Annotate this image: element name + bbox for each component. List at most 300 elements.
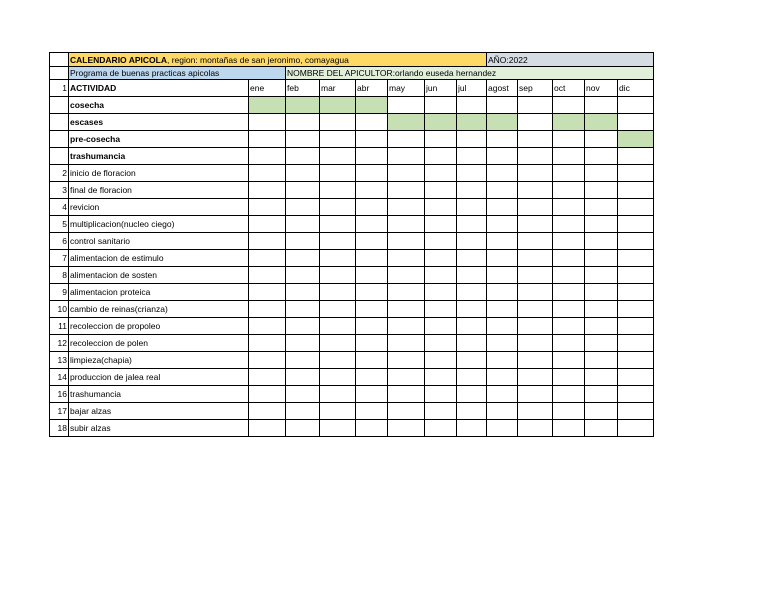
activity-label[interactable]: subir alzas [69,420,249,437]
month-cell-oct[interactable] [553,420,585,437]
month-cell-jun[interactable] [425,97,457,114]
month-cell-ene[interactable] [249,148,286,165]
month-cell-feb[interactable] [286,165,320,182]
activity-label[interactable]: recoleccion de propoleo [69,318,249,335]
month-cell-jun[interactable] [425,250,457,267]
month-cell-jun[interactable] [425,165,457,182]
month-cell-mar[interactable] [320,165,356,182]
row-number: 18 [50,420,69,437]
activity-label[interactable]: final de floracion [69,182,249,199]
month-cell-feb[interactable] [286,335,320,352]
month-cell-jun[interactable] [425,386,457,403]
activity-label[interactable]: trashumancia [69,148,249,165]
month-cell-sep[interactable] [518,284,553,301]
month-cell-jun[interactable] [425,284,457,301]
month-cell-abr[interactable] [356,318,388,335]
month-cell-abr[interactable] [356,284,388,301]
month-cell-jul[interactable] [457,386,487,403]
month-cell-dic[interactable] [618,131,654,148]
month-cell-jul[interactable] [457,131,487,148]
month-cell-abr[interactable] [356,250,388,267]
month-cell-feb[interactable] [286,420,320,437]
month-cell-feb[interactable] [286,233,320,250]
month-cell-jun[interactable] [425,199,457,216]
month-cell-jul[interactable] [457,267,487,284]
month-cell-agost[interactable] [487,403,518,420]
row-number: 9 [50,284,69,301]
month-cell-jul[interactable] [457,335,487,352]
month-cell-dic[interactable] [618,267,654,284]
month-cell-dic[interactable] [618,148,654,165]
month-cell-dic[interactable] [618,284,654,301]
month-cell-abr[interactable] [356,403,388,420]
month-cell-mar[interactable] [320,420,356,437]
month-cell-may[interactable] [388,403,425,420]
month-cell-jul[interactable] [457,403,487,420]
activity-row [50,335,654,352]
month-cell-feb[interactable] [286,352,320,369]
month-cell-oct[interactable] [553,369,585,386]
activity-label[interactable]: limpieza(chapia) [69,352,249,369]
month-cell-oct[interactable] [553,267,585,284]
month-cell-oct[interactable] [553,335,585,352]
month-cell-may[interactable] [388,182,425,199]
month-cell-jul[interactable] [457,369,487,386]
month-cell-ene[interactable] [249,114,286,131]
activity-label[interactable]: produccion de jalea real [69,369,249,386]
month-cell-ene[interactable] [249,97,286,114]
month-cell-jun[interactable] [425,233,457,250]
month-cell-ene[interactable] [249,233,286,250]
month-cell-jul[interactable] [457,284,487,301]
month-cell-mar[interactable] [320,97,356,114]
month-cell-dic[interactable] [618,318,654,335]
month-cell-dic[interactable] [618,420,654,437]
month-cell-may[interactable] [388,267,425,284]
month-cell-dic[interactable] [618,301,654,318]
month-cell-ene[interactable] [249,182,286,199]
month-cell-sep[interactable] [518,182,553,199]
month-cell-nov[interactable] [585,318,618,335]
month-cell-mar[interactable] [320,369,356,386]
month-cell-oct[interactable] [553,131,585,148]
month-cell-nov[interactable] [585,386,618,403]
month-cell-jun[interactable] [425,318,457,335]
month-cell-ene[interactable] [249,335,286,352]
month-cell-jul[interactable] [457,114,487,131]
month-cell-feb[interactable] [286,199,320,216]
month-cell-mar[interactable] [320,335,356,352]
month-cell-dic[interactable] [618,97,654,114]
month-cell-abr[interactable] [356,199,388,216]
month-cell-oct[interactable] [553,165,585,182]
calendar-title: CALENDARIO APICOLA [70,54,167,65]
activity-label[interactable]: cambio de reinas(crianza) [69,301,249,318]
activity-label[interactable]: inicio de floracion [69,165,249,182]
month-cell-may[interactable] [388,165,425,182]
month-cell-feb[interactable] [286,182,320,199]
program-name-cell[interactable]: Programa de buenas practicas apicolas [69,67,286,80]
month-cell-dic[interactable] [618,352,654,369]
activity-row [50,182,654,199]
month-cell-ene[interactable] [249,386,286,403]
month-cell-feb[interactable] [286,386,320,403]
month-cell-mar[interactable] [320,386,356,403]
month-cell-sep[interactable] [518,165,553,182]
month-cell-oct[interactable] [553,403,585,420]
month-cell-ene[interactable] [249,352,286,369]
row-number: 2 [50,165,69,182]
month-cell-may[interactable] [388,335,425,352]
month-cell-jul[interactable] [457,250,487,267]
activity-row [50,267,654,284]
month-cell-abr[interactable] [356,301,388,318]
month-cell-sep[interactable] [518,97,553,114]
month-header-agost[interactable]: agost [487,80,518,97]
month-cell-mar[interactable] [320,267,356,284]
month-cell-may[interactable] [388,233,425,250]
month-cell-nov[interactable] [585,233,618,250]
month-cell-ene[interactable] [249,284,286,301]
month-cell-dic[interactable] [618,199,654,216]
month-cell-abr[interactable] [356,386,388,403]
month-cell-oct[interactable] [553,148,585,165]
month-cell-jul[interactable] [457,182,487,199]
month-cell-abr[interactable] [356,165,388,182]
month-cell-may[interactable] [388,318,425,335]
month-cell-may[interactable] [388,216,425,233]
row-number: 3 [50,182,69,199]
month-cell-may[interactable] [388,97,425,114]
month-cell-abr[interactable] [356,420,388,437]
month-cell-sep[interactable] [518,233,553,250]
month-cell-dic[interactable] [618,182,654,199]
month-cell-sep[interactable] [518,386,553,403]
month-cell-sep[interactable] [518,250,553,267]
month-cell-jul[interactable] [457,301,487,318]
month-header-sep[interactable]: sep [518,80,553,97]
month-cell-ene[interactable] [249,403,286,420]
month-cell-mar[interactable] [320,301,356,318]
month-cell-ene[interactable] [249,199,286,216]
month-cell-dic[interactable] [618,250,654,267]
month-cell-agost[interactable] [487,216,518,233]
month-cell-oct[interactable] [553,386,585,403]
activity-row [50,165,654,182]
month-cell-jun[interactable] [425,352,457,369]
month-cell-oct[interactable] [553,182,585,199]
month-cell-jul[interactable] [457,97,487,114]
month-cell-mar[interactable] [320,182,356,199]
month-cell-oct[interactable] [553,250,585,267]
month-cell-mar[interactable] [320,148,356,165]
month-cell-jun[interactable] [425,267,457,284]
month-cell-oct[interactable] [553,233,585,250]
month-cell-dic[interactable] [618,165,654,182]
month-cell-agost[interactable] [487,250,518,267]
month-cell-jul[interactable] [457,165,487,182]
month-cell-mar[interactable] [320,199,356,216]
month-cell-jun[interactable] [425,369,457,386]
month-cell-agost[interactable] [487,131,518,148]
month-cell-feb[interactable] [286,131,320,148]
month-cell-sep[interactable] [518,148,553,165]
month-header-jun[interactable]: jun [425,80,457,97]
month-cell-agost[interactable] [487,369,518,386]
month-cell-mar[interactable] [320,403,356,420]
month-cell-sep[interactable] [518,318,553,335]
month-cell-nov[interactable] [585,250,618,267]
month-cell-nov[interactable] [585,165,618,182]
month-cell-feb[interactable] [286,318,320,335]
month-cell-may[interactable] [388,369,425,386]
month-cell-abr[interactable] [356,216,388,233]
month-cell-oct[interactable] [553,301,585,318]
month-header-abr[interactable]: abr [356,80,388,97]
month-cell-ene[interactable] [249,369,286,386]
activity-row [50,403,654,420]
month-cell-jun[interactable] [425,420,457,437]
month-cell-oct[interactable] [553,97,585,114]
month-cell-feb[interactable] [286,369,320,386]
beekeeper-name-cell[interactable]: NOMBRE DEL APICULTOR:orlando euseda hernandez [286,67,654,80]
title-row [50,53,654,67]
month-cell-jul[interactable] [457,199,487,216]
month-cell-may[interactable] [388,250,425,267]
month-cell-agost[interactable] [487,318,518,335]
activity-label[interactable]: bajar alzas [69,403,249,420]
month-cell-feb[interactable] [286,114,320,131]
month-cell-may[interactable] [388,386,425,403]
month-cell-nov[interactable] [585,420,618,437]
month-cell-jul[interactable] [457,352,487,369]
month-cell-oct[interactable] [553,318,585,335]
activity-row [50,97,654,114]
activity-label[interactable]: alimentacion de estimulo [69,250,249,267]
month-cell-agost[interactable] [487,420,518,437]
month-cell-dic[interactable] [618,233,654,250]
row-number [50,148,69,165]
month-cell-nov[interactable] [585,131,618,148]
corner-cell-2 [50,67,69,80]
month-header-ene[interactable]: ene [249,80,286,97]
month-cell-agost[interactable] [487,335,518,352]
month-header-mar[interactable]: mar [320,80,356,97]
month-cell-agost[interactable] [487,301,518,318]
month-cell-feb[interactable] [286,284,320,301]
month-cell-nov[interactable] [585,284,618,301]
month-cell-abr[interactable] [356,97,388,114]
row-number: 14 [50,369,69,386]
month-cell-nov[interactable] [585,97,618,114]
month-header-feb[interactable]: feb [286,80,320,97]
activity-label[interactable]: revicion [69,199,249,216]
month-cell-jul[interactable] [457,420,487,437]
row-number [50,131,69,148]
month-header-oct[interactable]: oct [553,80,585,97]
month-cell-agost[interactable] [487,267,518,284]
month-cell-jul[interactable] [457,148,487,165]
month-cell-sep[interactable] [518,369,553,386]
month-cell-agost[interactable] [487,352,518,369]
month-cell-ene[interactable] [249,318,286,335]
month-cell-jun[interactable] [425,403,457,420]
month-cell-agost[interactable] [487,284,518,301]
month-cell-abr[interactable] [356,233,388,250]
month-cell-nov[interactable] [585,216,618,233]
month-cell-ene[interactable] [249,267,286,284]
month-cell-abr[interactable] [356,267,388,284]
month-cell-feb[interactable] [286,267,320,284]
month-cell-may[interactable] [388,301,425,318]
month-cell-nov[interactable] [585,267,618,284]
month-cell-may[interactable] [388,199,425,216]
month-cell-nov[interactable] [585,182,618,199]
month-cell-may[interactable] [388,420,425,437]
month-cell-ene[interactable] [249,420,286,437]
month-cell-ene[interactable] [249,165,286,182]
month-cell-feb[interactable] [286,403,320,420]
month-cell-nov[interactable] [585,114,618,131]
month-cell-sep[interactable] [518,352,553,369]
month-cell-may[interactable] [388,284,425,301]
month-cell-feb[interactable] [286,250,320,267]
month-cell-agost[interactable] [487,97,518,114]
month-cell-ene[interactable] [249,216,286,233]
month-cell-may[interactable] [388,114,425,131]
row-number: 8 [50,267,69,284]
month-cell-dic[interactable] [618,216,654,233]
month-cell-feb[interactable] [286,301,320,318]
month-cell-nov[interactable] [585,335,618,352]
month-cell-jun[interactable] [425,131,457,148]
month-cell-abr[interactable] [356,369,388,386]
month-cell-oct[interactable] [553,352,585,369]
month-cell-oct[interactable] [553,284,585,301]
month-cell-sep[interactable] [518,131,553,148]
month-cell-jun[interactable] [425,148,457,165]
month-cell-mar[interactable] [320,114,356,131]
month-cell-nov[interactable] [585,369,618,386]
month-cell-jun[interactable] [425,182,457,199]
month-cell-jul[interactable] [457,216,487,233]
month-cell-sep[interactable] [518,267,553,284]
activity-row [50,369,654,386]
month-header-jul[interactable]: jul [457,80,487,97]
month-cell-sep[interactable] [518,420,553,437]
activity-label[interactable]: escases [69,114,249,131]
month-cell-oct[interactable] [553,199,585,216]
month-cell-jun[interactable] [425,335,457,352]
month-cell-abr[interactable] [356,352,388,369]
month-cell-jun[interactable] [425,301,457,318]
row-number: 12 [50,335,69,352]
month-cell-mar[interactable] [320,131,356,148]
month-cell-sep[interactable] [518,199,553,216]
month-cell-abr[interactable] [356,182,388,199]
month-cell-abr[interactable] [356,148,388,165]
month-cell-oct[interactable] [553,114,585,131]
month-cell-sep[interactable] [518,114,553,131]
month-cell-feb[interactable] [286,148,320,165]
month-cell-agost[interactable] [487,182,518,199]
month-cell-oct[interactable] [553,216,585,233]
calendar-title-cell[interactable] [69,53,487,67]
month-cell-sep[interactable] [518,403,553,420]
month-cell-sep[interactable] [518,216,553,233]
month-cell-dic[interactable] [618,335,654,352]
month-cell-may[interactable] [388,352,425,369]
month-cell-agost[interactable] [487,386,518,403]
month-cell-nov[interactable] [585,301,618,318]
month-cell-dic[interactable] [618,369,654,386]
row-number: 16 [50,386,69,403]
activity-label[interactable]: recoleccion de polen [69,335,249,352]
month-cell-jul[interactable] [457,318,487,335]
month-cell-abr[interactable] [356,335,388,352]
month-cell-abr[interactable] [356,131,388,148]
activity-label[interactable]: control sanitario [69,233,249,250]
header-row [50,80,654,97]
month-cell-jul[interactable] [457,233,487,250]
month-header-dic[interactable]: dic [618,80,654,97]
month-cell-dic[interactable] [618,403,654,420]
month-cell-jun[interactable] [425,114,457,131]
month-cell-feb[interactable] [286,216,320,233]
month-cell-nov[interactable] [585,148,618,165]
month-cell-may[interactable] [388,148,425,165]
activity-label[interactable]: alimentacion de sosten [69,267,249,284]
month-cell-nov[interactable] [585,403,618,420]
month-cell-agost[interactable] [487,114,518,131]
activity-label[interactable]: multiplicacion(nucleo ciego) [69,216,249,233]
month-cell-mar[interactable] [320,216,356,233]
calendar-region: , region: montañas de san jeronimo, comayagua [166,54,349,65]
activity-label[interactable]: cosecha [69,97,249,114]
month-cell-jun[interactable] [425,216,457,233]
month-cell-nov[interactable] [585,199,618,216]
activity-label[interactable]: trashumancia [69,386,249,403]
month-cell-ene[interactable] [249,250,286,267]
month-cell-agost[interactable] [487,165,518,182]
month-cell-nov[interactable] [585,352,618,369]
month-cell-abr[interactable] [356,114,388,131]
month-cell-may[interactable] [388,131,425,148]
month-cell-sep[interactable] [518,335,553,352]
month-cell-dic[interactable] [618,114,654,131]
month-cell-mar[interactable] [320,284,356,301]
month-cell-agost[interactable] [487,233,518,250]
month-cell-dic[interactable] [618,386,654,403]
month-cell-mar[interactable] [320,352,356,369]
activity-column-header[interactable]: ACTIVIDAD [69,80,249,97]
month-header-may[interactable]: may [388,80,425,97]
activity-row [50,148,654,165]
month-cell-ene[interactable] [249,131,286,148]
month-cell-feb[interactable] [286,97,320,114]
month-cell-ene[interactable] [249,301,286,318]
month-header-nov[interactable]: nov [585,80,618,97]
activity-label[interactable]: pre-cosecha [69,131,249,148]
activity-label[interactable]: alimentacion proteica [69,284,249,301]
month-cell-agost[interactable] [487,199,518,216]
year-cell[interactable]: AÑO:2022 [487,53,654,67]
month-cell-mar[interactable] [320,318,356,335]
month-cell-sep[interactable] [518,301,553,318]
month-cell-agost[interactable] [487,148,518,165]
month-cell-mar[interactable] [320,233,356,250]
month-cell-mar[interactable] [320,250,356,267]
